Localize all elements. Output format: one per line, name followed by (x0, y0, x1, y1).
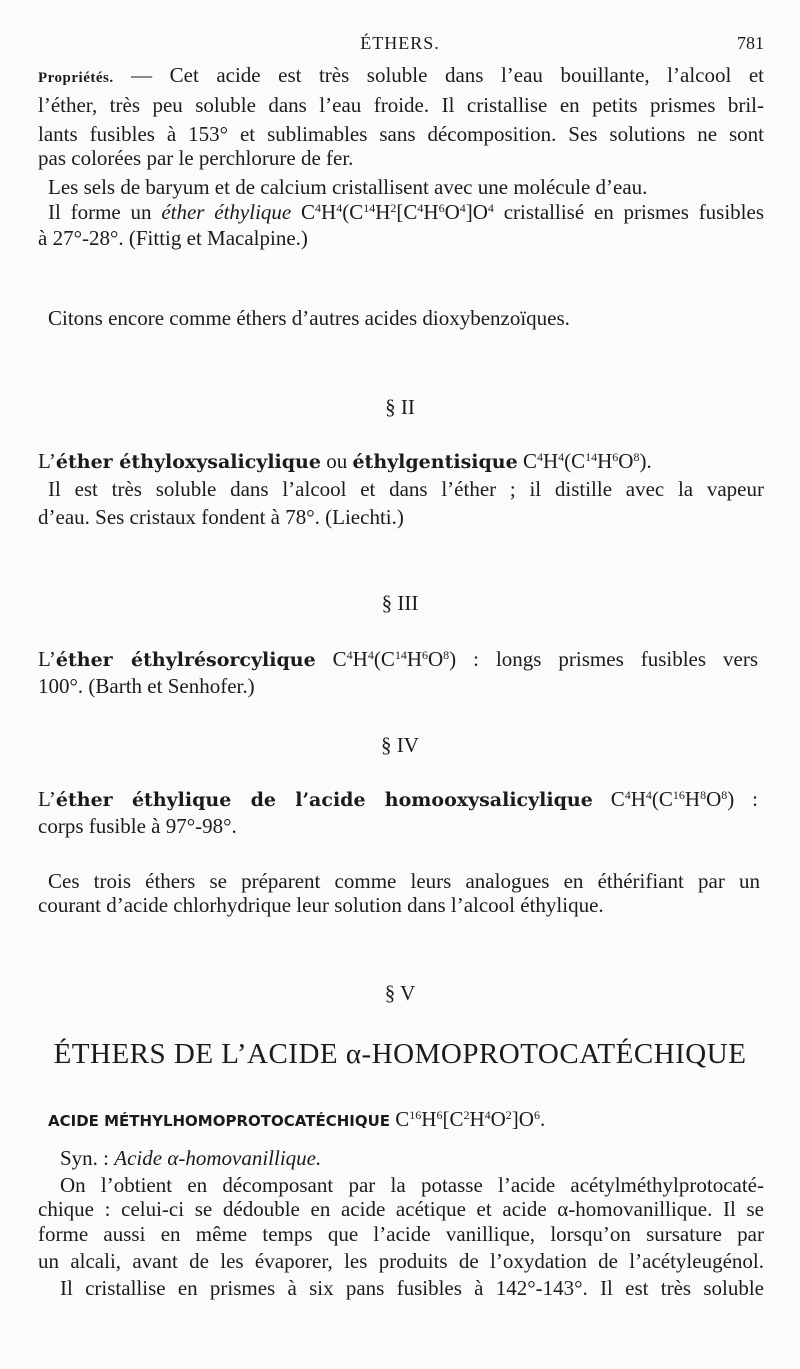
chemical-formula: $C^4H^4(C^{14}H^6O^8)$. (522, 449, 652, 473)
paragraph-line: chique : celui-ci se dédouble en acide acétique et acide α-homovanillique. Il se (38, 1197, 764, 1221)
paragraph-line: l’éther, très peu soluble dans l’eau froide. Il cristallise en petits prismes bril- (38, 93, 764, 117)
chemical-formula: $C^4H^4(C^{14}H^2[C^4H^6O^4]O^4$ (301, 200, 494, 224)
compound-heading: ACIDE MÉTHYLHOMOPROTOCATÉCHIQUE $C^{16}H^6[C^2H^4O^2]O^6$. (48, 1107, 546, 1131)
paragraph-line: un alcali, avant de les évaporer, les produits de l’oxydation de l’acétyleugénol. (38, 1249, 764, 1273)
paragraph-line: lants fusibles à 153° et sublimables sans décomposition. Ses solutions ne sont (38, 122, 764, 146)
paragraph-line: Il cristallise en prismes à six pans fusibles à 142°-143°. Il est très soluble (60, 1276, 764, 1300)
section-heading: § IV (381, 733, 419, 757)
section-heading: § III (381, 591, 419, 615)
paragraph-line: Il forme un éther éthylique $C^4H^4(C^{14}H^2[C^4H^6O^4]O^4$ cristallisé en prismes fusibles (48, 200, 764, 224)
paragraph-line: Syn. : Acide α-homovanillique. (60, 1146, 322, 1170)
paragraph-line: Les sels de baryum et de calcium cristallisent avec une molécule d’eau. (48, 175, 648, 199)
page-number: 781 (737, 33, 764, 53)
paragraph-line: Propriétés. — Cet acide est très soluble dans l’eau bouillante, l’alcool et (38, 63, 764, 87)
paragraph-line: Il est très soluble dans l’alcool et dans l’éther ; il distille avec la vapeur (48, 477, 764, 501)
paragraph-line: Citons encore comme éthers d’autres acides dioxybenzoïques. (48, 306, 570, 330)
paragraph-line: L’éther éthylrésorcylique $C^4H^4(C^{14}H^6O^8)$ : longs prismes fusibles vers (38, 647, 758, 671)
chemical-formula: $C^{16}H^6[C^2H^4O^2]O^6$. (395, 1107, 546, 1131)
paragraph-line: On l’obtient en décomposant par la potasse l’acide acétylméthylprotocaté- (60, 1173, 764, 1197)
paragraph-line: d’eau. Ses cristaux fondent à 78°. (Liechti.) (38, 505, 404, 529)
paragraph-line: courant d’acide chlorhydrique leur solution dans l’alcool éthylique. (38, 893, 604, 917)
paragraph-line: forme aussi en même temps que l’acide vanillique, lorsqu’on sursature par (38, 1222, 764, 1246)
section-heading: § II (385, 395, 415, 419)
paragraph-line: 100°. (Barth et Senhofer.) (38, 674, 255, 698)
running-header: ÉTHERS. (360, 33, 440, 53)
chapter-title: ÉTHERS DE L’ACIDE α-HOMOPROTOCATÉCHIQUE (53, 1038, 747, 1070)
section-heading: § V (384, 981, 416, 1005)
paragraph-line: pas colorées par le perchlorure de fer. (38, 146, 354, 170)
chemical-formula: $C^4H^4(C^{14}H^6O^8)$ (332, 647, 457, 671)
chemical-formula: $C^4H^4(C^{16}H^8O^8)$ (610, 787, 735, 811)
paragraph-line: à 27°-28°. (Fittig et Macalpine.) (38, 226, 308, 250)
paragraph-line: L’éther éthyloxysalicylique ou éthylgentisique $C^4H^4(C^{14}H^6O^8)$. (38, 449, 652, 473)
paragraph-line: L’éther éthylique de l’acide homooxysalicylique $C^4H^4(C^{16}H^8O^8)$ : (38, 787, 758, 811)
section-label: Propriétés. (38, 70, 114, 86)
paragraph-line: corps fusible à 97°-98°. (38, 814, 237, 838)
paragraph-line: Ces trois éthers se préparent comme leurs analogues en éthérifiant par un (48, 869, 760, 893)
